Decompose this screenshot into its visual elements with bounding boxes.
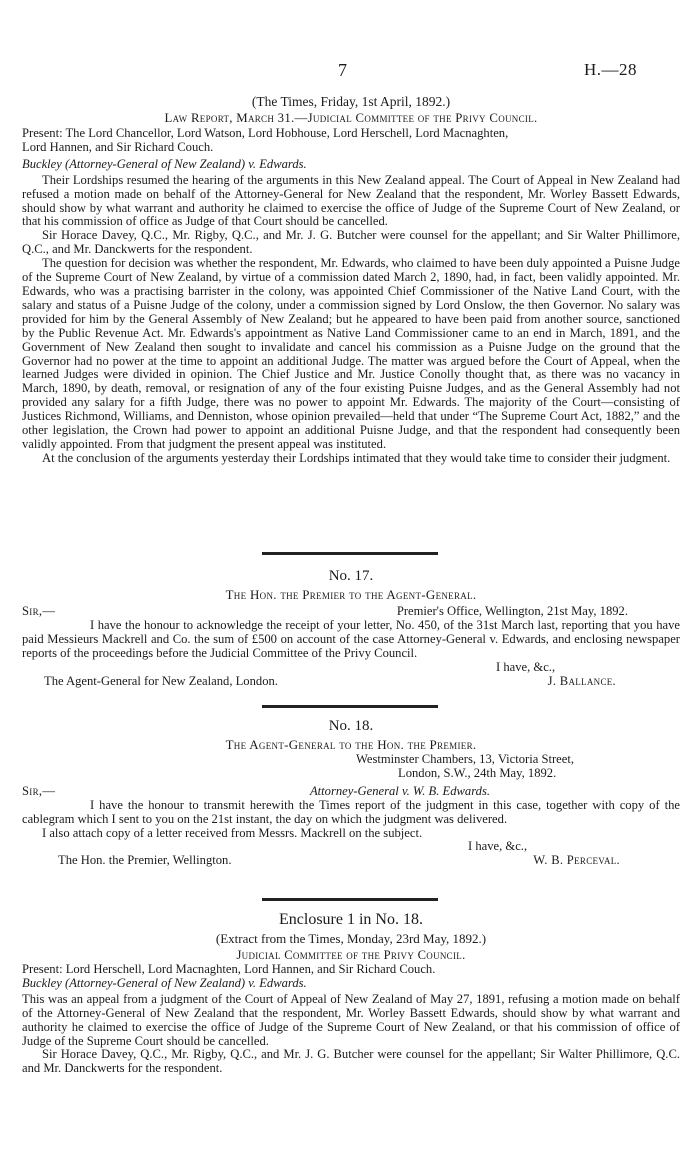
letter-heading: The Agent-General to the Hon. the Premier. (225, 737, 477, 752)
letter-heading: The Hon. the Premier to the Agent-General. (225, 587, 477, 602)
letter-body: I have the honour to transmit herewith the Times report of the judgment in this case, together with copy of the cablegram which I sent to you on the 21st instant, the day on which the judgment was delivered. (22, 797, 680, 826)
section-divider (262, 552, 438, 555)
law-report-heading: Law Report, March 31.—Judicial Committee of the Privy Council. (164, 111, 538, 125)
enclosure-paragraph: Sir Horace Davey, Q.C., Mr. Rigby, Q.C., and Mr. J. G. Butcher were counsel for the appellant; Sir Walter Phillimore, Q.C. and Mr. Danckwerts for the respondent. (22, 1047, 680, 1076)
section-divider (262, 898, 438, 901)
law-report-present-1: Present: The Lord Chancellor, Lord Watson, Lord Hobhouse, Lord Herschell, Lord Macnaghten, (22, 126, 509, 140)
law-report-present-2: Lord Hannen, and Sir Richard Couch. (22, 139, 214, 154)
page-number: 7 (338, 60, 347, 80)
letter-signature: W. B. Perceval. (533, 853, 620, 868)
letter-number: No. 17. (328, 568, 374, 584)
letter-body: I also attach copy of a letter received from Messrs. Mackrell on the subject. (42, 825, 423, 840)
enclosure-paragraph: This was an appeal from a judgment of the Court of Appeal of New Zealand of May 27, 1891, refusing a motion made on behalf of the Attorney-General of New Zealand that the respondent, Mr. Worley Bassett Edwards, should show by what warrant and authority he claimed to exercise the office of Judge of the Supreme Court of New Zealand, or that his commission of office of Judge of the Supreme Court should be cancelled. (22, 991, 680, 1048)
law-report-paragraph: The question for decision was whether the respondent, Mr. Edwards, who claimed to have been duly appointed a Puisne Judge of the Supreme Court of New Zealand, by virtue of a commission dated March 2, 1890, had, in fact, been validly appointed. Mr. Edwards, who was a practising barrister in the colony, was appointed Chief Commissioner of the Native Land Court, with the salary and status of a Puisne Judge of the colony, under a commission signed by Lord Onslow, the then Governor. No salary was provided for him by the General Assembly of New Zealand; but he appeared to have been paid from another source, sanctioned by the Public Revenue Act. Mr. Edwards's appointment as Native Land Commissioner came to an end in March, 1891, and the Government of New Zealand then sought to invalidate and cancel his commission as a Puisne Judge on the ground that the Governor had no power at the time to appoint an additional Judge. The matter was argued before the Court of Appeal, when the learned Judges were divided in opinion. The Chief Justice and Mr. Justice Conolly thought that, as there was no vacancy in March, 1890, by death, removal, or resignation of any of the four existing Puisne Judges, and as the General Assembly had not provided any salary for a fifth Judge, there was no power to appoint Mr. Edwards. The majority of the Court—consisting of Justices Richmond, Williams, and Denniston, whose opinion prevailed—held that under “The Supreme Court Act, 1882,” and the other legislation, the Crown had power to appoint an additional Puisne Judge, and that the respondent had consequently been validly appointed. From that judgment the present appeal was instituted. (22, 256, 680, 451)
law-report-paragraph: At the conclusion of the arguments yesterday their Lordships intimated that they would take time to consider their judgment. (42, 450, 671, 465)
enclosure-heading: Judicial Committee of the Privy Council. (236, 948, 466, 962)
letter-no17 (22, 566, 680, 688)
law-report-source: (The Times, Friday, 1st April, 1892.) (251, 94, 451, 109)
letter-closing: I have, &c., (468, 839, 528, 854)
letter-address-line-1: Westminster Chambers, 13, Victoria Street, (356, 752, 574, 766)
letter-no18 (22, 716, 680, 868)
enclosure-source: (Extract from the Times, Monday, 23rd May, 1892.) (215, 931, 487, 946)
letter-subject: Attorney-General v. W. B. Edwards. (309, 783, 490, 798)
enclosure-case-title: Buckley (Attorney-General of New Zealand) v. Edwards. (22, 975, 307, 990)
letter-address-line-2: London, S.W., 24th May, 1892. (398, 765, 557, 780)
document-reference: H.—28 (584, 60, 638, 79)
salutation: Sir,— (22, 604, 56, 618)
law-report-section (22, 94, 680, 466)
letter-body: I have the honour to acknowledge the receipt of your letter, No. 450, of the 31st March last, reporting that you have paid Messieurs Mackrell and Co. the sum of £500 on account of the case Attorney-General v. Edwards, and enclosing newspaper reports of the proceedings before the Judicial Committee of the Privy Council. (22, 617, 680, 660)
letter-closing: I have, &c., (496, 659, 556, 674)
law-report-case-title: Buckley (Attorney-General of New Zealand) v. Edwards. (22, 156, 307, 171)
law-report-paragraph: Sir Horace Davey, Q.C., Mr. Rigby, Q.C., and Mr. J. G. Butcher were counsel for the appellant; and Sir Walter Phillimore, Q.C., and Mr. Danckwerts for the respondent. (22, 228, 680, 257)
letter-address: Premier's Office, Wellington, 21st May, 1892. (396, 604, 628, 618)
letter-recipient: The Agent-General for New Zealand, London. (44, 673, 278, 688)
letter-signature: J. Ballance. (547, 673, 616, 688)
enclosure-section (22, 909, 680, 1076)
letter-recipient: The Hon. the Premier, Wellington. (58, 853, 232, 868)
letter-number: No. 18. (328, 718, 374, 734)
section-divider (262, 705, 438, 708)
salutation: Sir,— (22, 783, 56, 798)
law-report-paragraph: Their Lordships resumed the hearing of the arguments in this New Zealand appeal. The Court of Appeal in New Zealand had refused a motion made on behalf of the Attorney-General for New Zealand that the respondent, Mr. Worley Bassett Edwards, should show by what warrant and authority he claimed to exercise the office of Judge of the Supreme Court of New Zealand, or that his commission of office as Judge of that Court should be cancelled. (22, 172, 680, 229)
enclosure-title: Enclosure 1 in No. 18. (279, 911, 423, 928)
enclosure-present: Present: Lord Herschell, Lord Macnaghten, Lord Hannen, and Sir Richard Couch. (22, 962, 436, 976)
